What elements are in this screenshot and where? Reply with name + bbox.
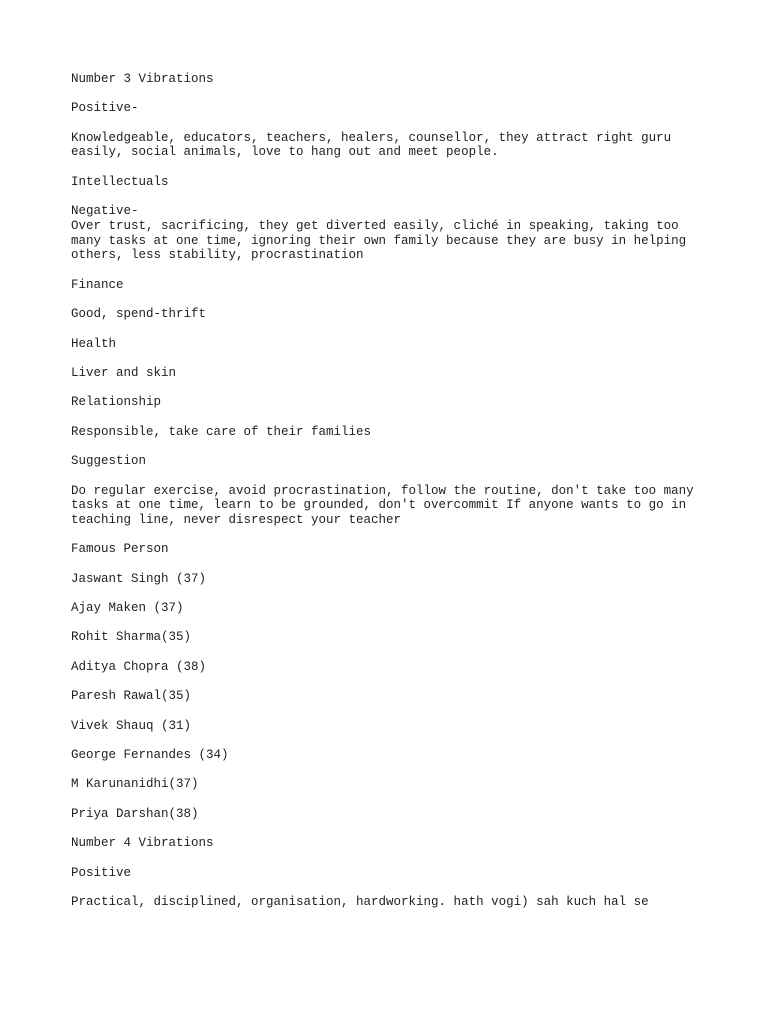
famous-person-item: Jaswant Singh (37) — [71, 571, 207, 586]
document-body — [71, 72, 731, 924]
famous-person-item: Rohit Sharma(35) — [71, 630, 192, 645]
finance-label: Finance — [71, 277, 124, 292]
section-heading-number-4: Number 4 Vibrations — [71, 836, 214, 851]
negative-traits-text: Over trust, sacrificing, they get diverted easily, cliché in speaking, taking too many tasks at one time, ignoring their own family because they are busy in helping others, less stability, procrastination — [71, 218, 687, 263]
positive-label: Positive- — [71, 101, 139, 116]
relationship-label: Relationship — [71, 395, 162, 410]
section-heading-number-3: Number 3 Vibrations — [71, 72, 214, 86]
famous-person-item: George Fernandes (34) — [71, 748, 229, 763]
health-label: Health — [71, 336, 117, 351]
famous-person-item: M Karunanidhi(37) — [71, 777, 199, 792]
health-text: Liver and skin — [71, 365, 177, 380]
intellectuals-label: Intellectuals — [71, 174, 169, 189]
positive-traits-text: Knowledgeable, educators, teachers, healers, counsellor, they attract right guru easily, social animals, love to hang out and meet people. — [71, 130, 672, 160]
suggestion-label: Suggestion — [71, 454, 147, 469]
famous-person-item: Priya Darshan(38) — [71, 806, 199, 821]
suggestion-text: Do regular exercise, avoid procrastination, follow the routine, don't take too many tasks at one time, learn to be grounded, don't overcommit If anyone wants to go in teaching line, never disrespect your teacher — [71, 483, 694, 527]
finance-text: Good, spend-thrift — [71, 307, 207, 322]
relationship-text: Responsible, take care of their families — [71, 424, 372, 439]
positive-traits-text: Practical, disciplined, organisation, hardworking. hath vogi) sah kuch hal se — [71, 894, 649, 909]
famous-person-item: Aditya Chopra (38) — [71, 659, 207, 674]
negative-label: Negative- — [71, 204, 139, 219]
positive-label: Positive — [71, 865, 132, 880]
famous-person-label: Famous Person — [71, 542, 169, 557]
famous-person-item: Ajay Maken (37) — [71, 601, 184, 616]
famous-person-item: Vivek Shauq (31) — [71, 718, 192, 733]
famous-person-item: Paresh Rawal(35) — [71, 689, 192, 704]
